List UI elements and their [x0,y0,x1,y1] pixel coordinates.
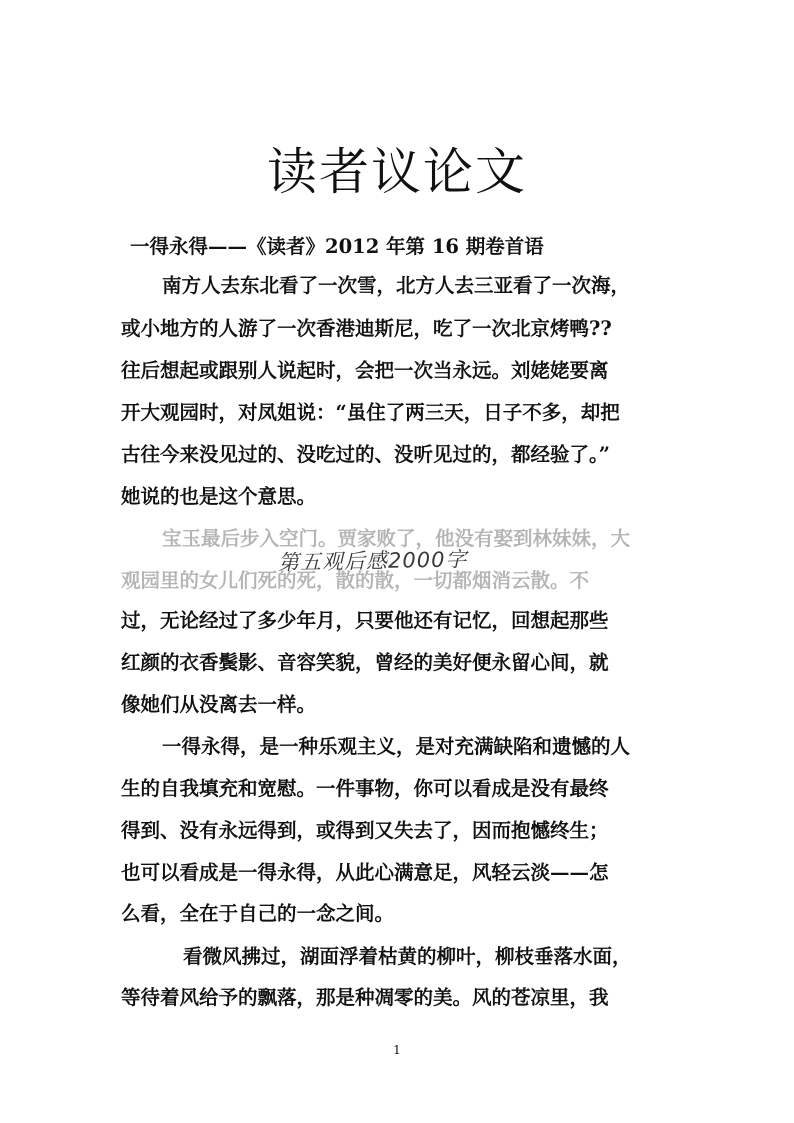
paragraph-line: 等待着风给予的飘落，那是种凋零的美。风的苍凉里，我 [121,986,609,1009]
paragraph-line: 一得永得，是一种乐观主义，是对充满缺陷和遗憾的人 [162,735,631,758]
paragraph-line: 她说的也是这个意思。 [121,485,317,508]
paragraph-line: 宝玉最后步入空门。贾家败了，他没有娶到林妹妹，大 [162,527,631,550]
page-title: 读者议论文 [267,143,527,201]
paragraph-line: 开大观园时，对凤姐说：“虽住了两三天，日子不多，却把 [121,401,620,424]
paragraph-line: 也可以看成是一得永得，从此心满意足，风轻云淡——怎 [121,861,609,884]
paragraph-line: 看微风拂过，湖面浮着枯黄的柳叶，柳枝垂落水面， [183,945,632,968]
paragraph-line: 往后想起或跟别人说起时，会把一次当永远。刘姥姥要离 [121,359,609,382]
paragraph-line: 像她们从没离去一样。 [121,693,317,716]
paragraph-line: 观园里的女儿们死的死，散的散，一切都烟消云散。不 [121,569,590,592]
paragraph-line: 古往今来没见过的、没吃过的、没听见过的，都经验了。” [121,443,610,466]
paragraph-line: 得到、没有永远得到，或得到又失去了，因而抱憾终生； [121,819,609,842]
paragraph-line: 或小地方的人游了一次香港迪斯尼，吃了一次北京烤鸭?? [121,317,612,340]
paragraph-line: 过，无论经过了多少年月，只要他还有记忆，回想起那些 [121,609,609,632]
paragraph-line: 生的自我填充和宽慰。一件事物，你可以看成是没有最终 [121,777,609,800]
article-subtitle: 一得永得——《读者》2012 年第 16 期卷首语 [130,235,544,258]
paragraph-line: 么看，全在于自己的一念之间。 [121,902,395,925]
page-number: 1 [393,1043,401,1057]
paragraph-line: 红颜的衣香鬓影、音容笑貌，曾经的美好便永留心间，就 [121,651,609,674]
paragraph-line: 南方人去东北看了一次雪，北方人去三亚看了一次海， [162,274,631,297]
handwritten-watermark: 第五观后感2000字 [277,547,468,575]
